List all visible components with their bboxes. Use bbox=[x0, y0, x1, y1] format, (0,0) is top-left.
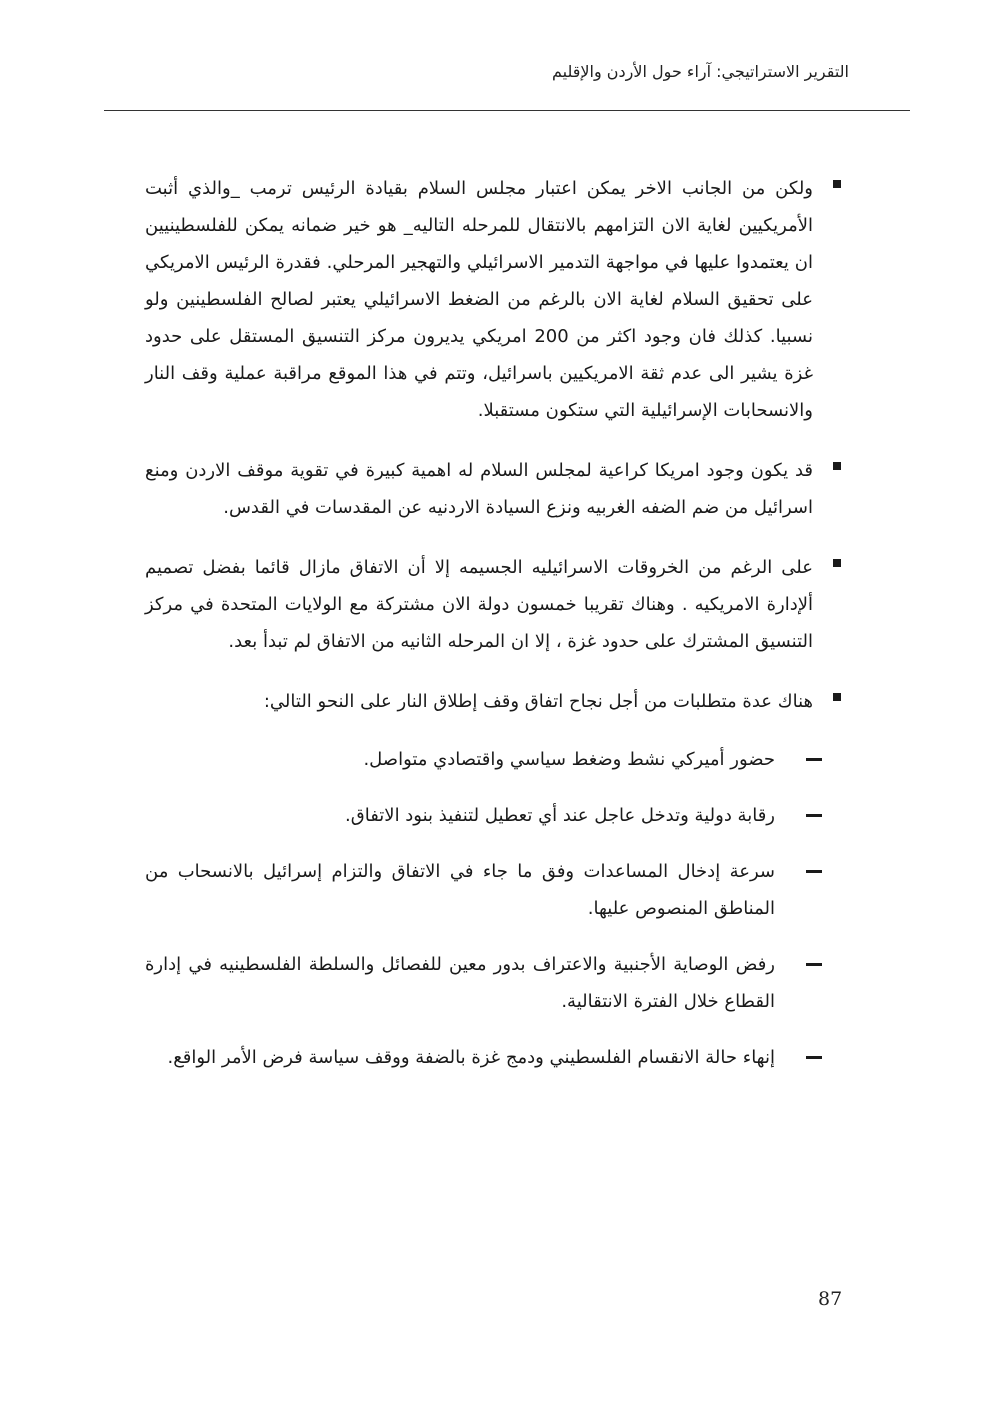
dash-bullet-icon bbox=[806, 870, 822, 873]
requirement-item bbox=[145, 797, 850, 834]
requirement-item bbox=[145, 741, 850, 778]
paragraph-text: هناك عدة متطلبات من أجل نجاح اتفاق وقف إطلاق النار على النحو التالي: bbox=[263, 691, 813, 712]
requirement-text: رقابة دولية وتدخل عاجل عند أي تعطيل لتنفيذ بنود الاتفاق. bbox=[345, 805, 775, 826]
requirement-text: إنهاء حالة الانقسام الفلسطيني ودمج غزة بالضفة ووقف سياسة فرض الأمر الواقع. bbox=[167, 1047, 775, 1068]
page-number: 87 bbox=[818, 1288, 843, 1310]
requirement-item bbox=[145, 1039, 850, 1076]
bullet-paragraph bbox=[145, 549, 850, 660]
requirement-text: حضور أميركي نشط وضغط سياسي واقتصادي متواصل. bbox=[363, 749, 775, 770]
bullet-paragraph bbox=[145, 452, 850, 526]
paragraph-text: قد يكون وجود امريكا كراعية لمجلس السلام له اهمية كبيرة في تقوية موقف الاردن ومنع اسرائيل من ضم الضفه الغربيه ونزع السيادة الاردنيه عن المقدسات في القدس. bbox=[145, 460, 813, 518]
dash-bullet-icon bbox=[806, 963, 822, 966]
requirement-item bbox=[145, 946, 850, 1020]
dash-bullet-icon bbox=[806, 758, 822, 761]
square-bullet-icon bbox=[833, 693, 841, 701]
dash-bullet-icon bbox=[806, 814, 822, 817]
requirement-text: رفض الوصاية الأجنبية والاعتراف بدور معين للفصائل والسلطة الفلسطينيه في إدارة القطاع خلال الفترة الانتقالية. bbox=[145, 954, 775, 1012]
header-divider bbox=[104, 110, 910, 111]
running-header-title: التقرير الاستراتيجي: آراء حول الأردن والإقليم bbox=[551, 62, 849, 81]
paragraph-text: ولكن من الجانب الاخر يمكن اعتبار مجلس السلام بقيادة الرئيس ترمب _والذي أثبت الأمريكيين لغاية الان التزامهم بالانتقال للمرحله التاليه_ هو خير ضمانه يمكن للفلسطينيين ان يعتمدوا عليها في مواجهة التدمير الاسرائيلي والتهجير المرحلي. فقدرة الرئيس الامريكي على تحقيق السلام لغاية الان بالرغم من الضغط الاسرائيلي يعتبر لصالح الفلسطينين ولو نسبيا. كذلك فان وجود اكثر من 200 امريكي يديرون مركز التنسيق المستقل على حدود غزة يشير الى عدم ثقة الامريكيين باسرائيل، وتتم في هذا الموقع مراقبة عملية وقف النار والانسحابات الإسرائيلية التي ستكون مستقبلا. bbox=[145, 178, 814, 421]
square-bullet-icon bbox=[833, 180, 841, 188]
requirement-text: سرعة إدخال المساعدات وفق ما جاء في الاتفاق والتزام إسرائيل بالانسحاب من المناطق المنصوص عليها. bbox=[145, 861, 775, 919]
dash-bullet-icon bbox=[806, 1056, 822, 1059]
requirement-item bbox=[145, 853, 850, 927]
requirements-intro bbox=[145, 683, 850, 720]
square-bullet-icon bbox=[833, 559, 841, 567]
bullet-paragraph bbox=[145, 170, 850, 429]
square-bullet-icon bbox=[833, 462, 841, 470]
page-body bbox=[145, 170, 850, 1095]
paragraph-text: على الرغم من الخروقات الاسرائيليه الجسيمه إلا أن الاتفاق مازال قائما بفضل تصميم ألإدارة الامريكيه . وهناك تقريبا خمسون دولة الان مشتركة مع الولايات المتحدة في مركز التنسيق المشترك على حدود غزة ، إلا ان المرحله الثانيه من الاتفاق لم تبدأ بعد. bbox=[145, 557, 813, 652]
